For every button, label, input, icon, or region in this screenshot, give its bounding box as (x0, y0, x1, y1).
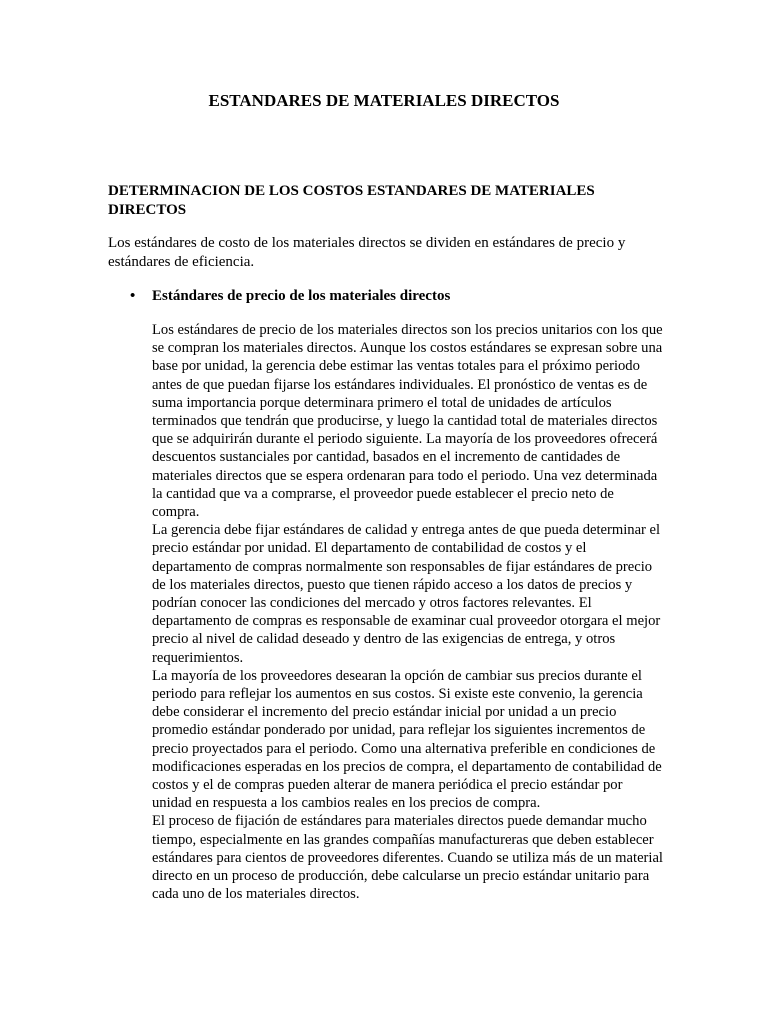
section-heading: DETERMINACION DE LOS COSTOS ESTANDARES DE MATERIALES DIRECTOS (108, 183, 595, 218)
intro-paragraph: Los estándares de costo de los materiales directos se dividen en estándares de precio y estándares de eficiencia. (108, 235, 626, 270)
body-text (152, 321, 664, 904)
document-title: ESTANDARES DE MATERIALES DIRECTOS (208, 91, 560, 110)
body-paragraph: El proceso de fijación de estándares para materiales directos puede demandar mucho tiempo, especialmente en las grandes compañías manufactureras que deben establecer estándares para cientos de proveedores diferentes. Cuando se utiliza más de un material directo en un proceso de producción, debe calcularse un precio estándar unitario para cada uno de los materiales directos. (152, 813, 663, 903)
body-paragraph: La gerencia debe fijar estándares de calidad y entrega antes de que pueda determinar el precio estándar por unidad. El departamento de contabilidad de costos y el departamento de compras normalmente son responsables de fijar estándares de precio de los materiales directos, puesto que tienen rápido acceso a los datos de precios y podrían conocer las condiciones del mercado y otros factores relevantes. El departamento de compras es responsable de examinar cual proveedor otorgara el mejor precio al nivel de calidad deseado y dentro de las exigencias de entrega, y otros requerimientos. (152, 522, 661, 666)
bullet-marker: • (130, 288, 136, 304)
body-paragraph: La mayoría de los proveedores desearan la opción de cambiar sus precios durante el periodo para reflejar los aumentos en sus costos. Si existe este convenio, la gerencia debe considerar el incremento del precio estándar inicial por unidad a un precio promedio estándar ponderado por unidad, para reflejar los siguientes incrementos de precio proyectados para el periodo. Como una alternativa preferible en condiciones de modificaciones esperadas en los precios de compra, el departamento de contabilidad de costos y el de compras pueden alterar de manera periódica el precio estándar por unidad en respuesta a los cambios reales en los precios de compra. (152, 667, 662, 812)
bullet-label: Estándares de precio de los materiales directos (152, 288, 451, 304)
body-paragraph: Los estándares de precio de los materiales directos son los precios unitarios con los que se compran los materiales directos. Aunque los costos estándares se expresan sobre una base por unidad, la gerencia debe estimar las ventas totales para el próximo periodo antes de que puedan fijarse los estándares individuales. El pronóstico de ventas es de suma importancia porque determinara primero el total de unidades de artículos terminados que tendrán que producirse, y luego la cantidad total de materiales directos que se adquirirán durante el periodo siguiente. La mayoría de los proveedores ofrecerá descuentos sustanciales por cantidad, basados en el incremento de cantidades de materiales directos que se espera ordenaran para todo el periodo. Una vez determinada la cantidad que va a comprarse, el proveedor puede establecer el precio neto de compra. (152, 322, 663, 521)
